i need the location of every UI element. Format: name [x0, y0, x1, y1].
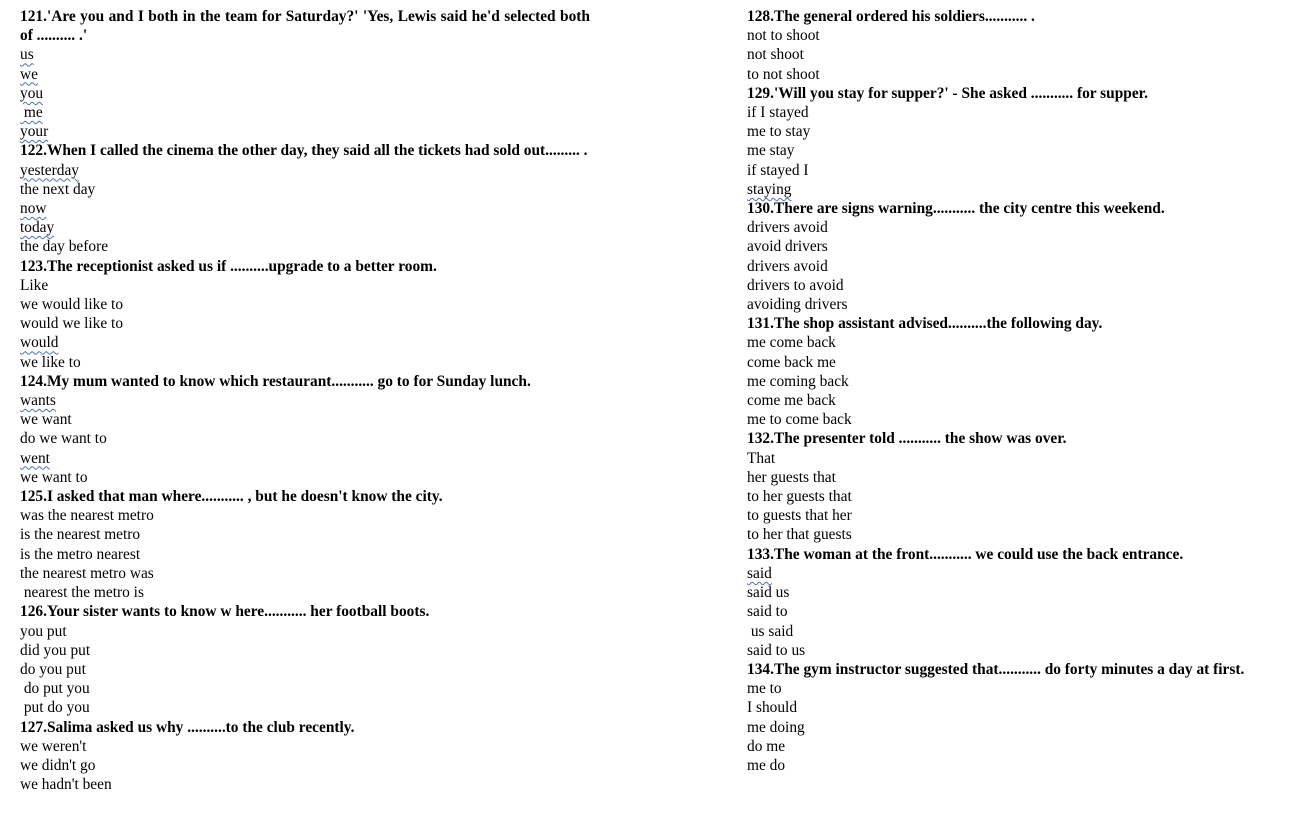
answer-option: drivers to avoid — [747, 276, 844, 294]
question-text: 126.Your sister wants to know w here........... her football boots. — [20, 603, 430, 621]
answer-option: come back me — [747, 353, 836, 371]
question-block-130 — [747, 199, 1297, 314]
answer-option: not to shoot — [747, 27, 820, 45]
answer-option: would we like to — [20, 315, 124, 333]
question-block-127 — [20, 718, 590, 795]
answer-option: come me back — [747, 392, 836, 410]
question-text: 121.'Are you and I both in the team for Saturday?' 'Yes, Lewis said he'd selected both of .......... .' — [20, 8, 590, 45]
answer-option: would — [20, 334, 59, 352]
answer-option: to not shoot — [747, 65, 820, 83]
answer-option: us — [20, 46, 34, 64]
answer-option: Like — [20, 276, 49, 294]
question-block-121 — [20, 7, 590, 141]
question-text: 125.I asked that man where........... , but he doesn't know the city. — [20, 488, 443, 506]
question-block-125 — [20, 487, 590, 602]
answer-option: avoiding drivers — [747, 296, 848, 314]
answer-option: went — [20, 449, 50, 467]
question-block-134 — [747, 660, 1297, 775]
answer-option: me to — [747, 680, 782, 698]
answer-option: to her guests that — [747, 488, 852, 506]
answer-option: you — [20, 84, 44, 102]
question-block-131 — [747, 314, 1297, 429]
answer-option: put do you — [20, 699, 90, 717]
answer-option: do put you — [20, 680, 90, 698]
answer-option: we want to — [20, 468, 88, 486]
question-block-122 — [20, 141, 590, 256]
question-block-126 — [20, 602, 590, 717]
question-text: 130.There are signs warning........... the city centre this weekend. — [747, 200, 1165, 218]
question-text: 127.Salima asked us why ..........to the club recently. — [20, 718, 355, 736]
answer-option: the nearest metro was — [20, 564, 154, 582]
answer-option: That — [747, 449, 776, 467]
answer-option: me to come back — [747, 411, 852, 429]
answer-option: drivers avoid — [747, 257, 828, 275]
question-text: 134.The gym instructor suggested that........... do forty minutes a day at first. — [747, 660, 1245, 678]
answer-option: do me — [747, 737, 786, 755]
answer-option: the next day — [20, 180, 96, 198]
answer-option: we like to — [20, 353, 81, 371]
answer-option: we — [20, 65, 38, 83]
answer-option: yesterday — [20, 161, 79, 179]
answer-option: us said — [747, 622, 794, 640]
answer-option: now — [20, 200, 47, 218]
answer-option: to her that guests — [747, 526, 852, 544]
answer-option: we hadn't been — [20, 776, 112, 794]
answer-option: the day before — [20, 238, 109, 256]
question-block-123 — [20, 257, 590, 372]
answer-option: me do — [747, 756, 786, 774]
answer-option: me stay — [747, 142, 795, 160]
question-block-132 — [747, 429, 1297, 544]
answer-option: we weren't — [20, 737, 87, 755]
answer-option: nearest the metro is — [20, 584, 144, 602]
answer-option: was the nearest metro — [20, 507, 154, 525]
answer-option: me come back — [747, 334, 836, 352]
answer-option: me — [20, 104, 43, 122]
answer-option: me doing — [747, 718, 805, 736]
answer-option: do you put — [20, 660, 86, 678]
question-block-124 — [20, 372, 590, 487]
answer-option: do we want to — [20, 430, 107, 448]
question-block-129 — [747, 84, 1297, 199]
question-text: 123.The receptionist asked us if ..........upgrade to a better room. — [20, 257, 437, 275]
answer-option: her guests that — [747, 468, 836, 486]
left-column — [20, 7, 590, 794]
answer-option: drivers avoid — [747, 219, 828, 237]
answer-option: not shoot — [747, 46, 804, 64]
answer-option: me to stay — [747, 123, 811, 141]
answer-option: me coming back — [747, 372, 849, 390]
answer-option: I should — [747, 699, 798, 717]
answer-option: if stayed I — [747, 161, 809, 179]
answer-option: today — [20, 219, 55, 237]
answer-option: said us — [747, 584, 790, 602]
answer-option: we want — [20, 411, 72, 429]
answer-option: your — [20, 123, 49, 141]
question-text: 124.My mum wanted to know which restaurant........... go to for Sunday lunch. — [20, 372, 531, 390]
question-text: 131.The shop assistant advised..........the following day. — [747, 315, 1103, 333]
answer-option: is the metro nearest — [20, 545, 141, 563]
answer-option: staying — [747, 180, 792, 198]
answer-option: to guests that her — [747, 507, 852, 525]
answer-option: you put — [20, 622, 67, 640]
answer-option: said to — [747, 603, 788, 621]
answer-option: wants — [20, 392, 56, 410]
question-text: 132.The presenter told ........... the show was over. — [747, 430, 1067, 448]
question-text: 129.'Will you stay for supper?' - She asked ........... for supper. — [747, 84, 1148, 102]
question-text: 122.When I called the cinema the other day, they said all the tickets had sold out......... . — [20, 142, 588, 160]
answer-option: is the nearest metro — [20, 526, 141, 544]
answer-option: if I stayed — [747, 104, 809, 122]
answer-option: said — [747, 564, 772, 582]
question-text: 133.The woman at the front........... we could use the back entrance. — [747, 545, 1184, 563]
question-block-133 — [747, 545, 1297, 660]
question-text: 128.The general ordered his soldiers........... . — [747, 8, 1035, 25]
answer-option: said to us — [747, 641, 806, 659]
right-column — [747, 7, 1297, 775]
answer-option: we didn't go — [20, 756, 96, 774]
answer-option: did you put — [20, 641, 91, 659]
answer-option: avoid drivers — [747, 238, 828, 256]
question-block-128 — [747, 7, 1297, 84]
answer-option: we would like to — [20, 296, 124, 314]
